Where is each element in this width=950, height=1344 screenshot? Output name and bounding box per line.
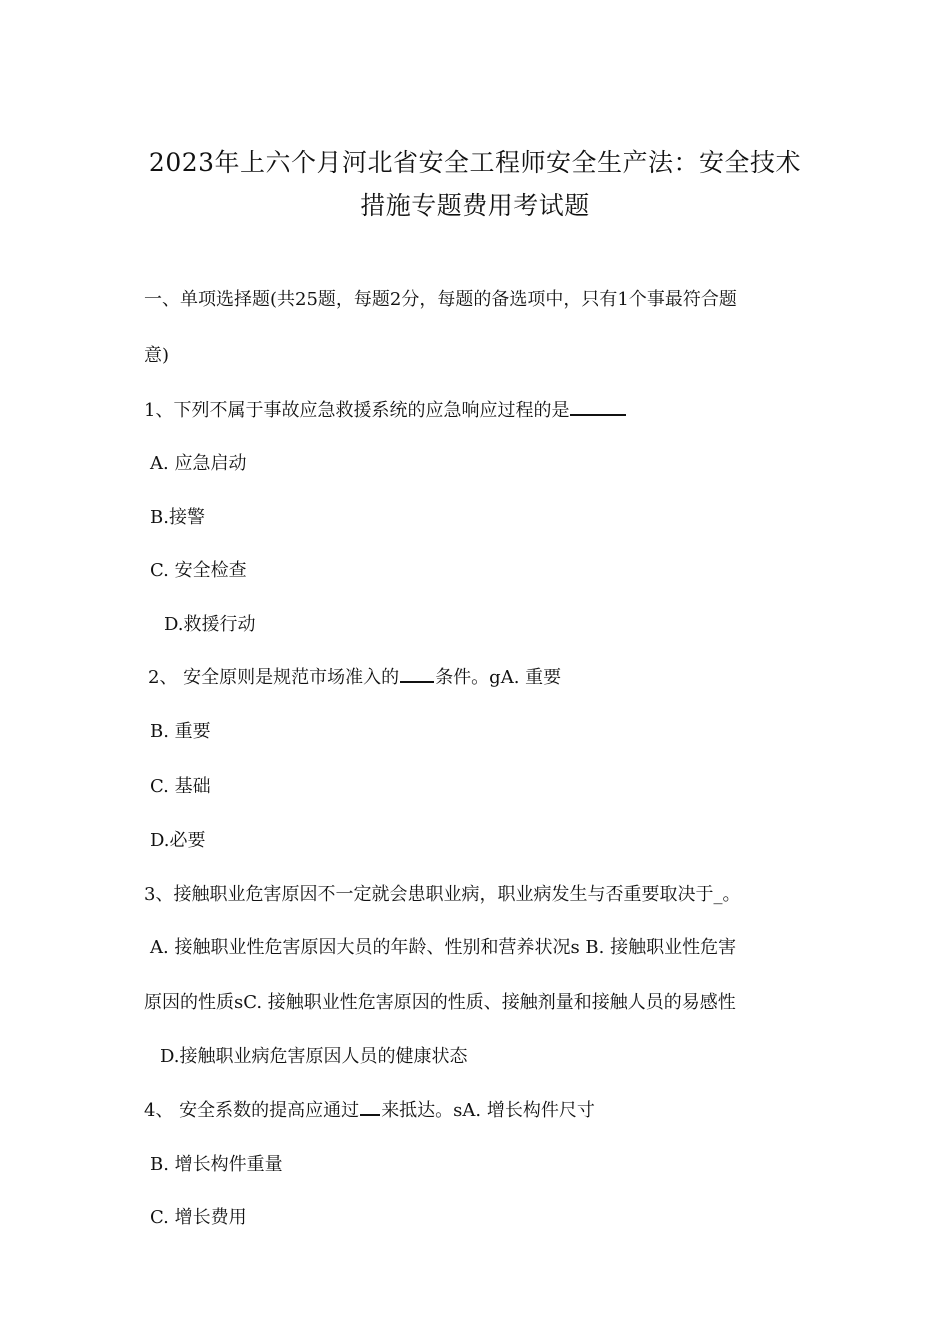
answer-blank: [360, 1096, 380, 1116]
question-1-option-d: D.救援行动: [164, 614, 256, 635]
question-3-options-line-1: A. 接触职业性危害原因大员的年龄、性别和营养状况s B. 接触职业性危害: [150, 937, 737, 958]
question-2-option-c: C. 基础: [150, 776, 211, 797]
answer-blank: [400, 663, 434, 683]
question-1-text: 1、下列不属于事故应急救援系统的应急响应过程的是: [144, 400, 570, 421]
question-3-option-d: D.接触职业病危害原因人员的健康状态: [160, 1046, 468, 1067]
question-1-option-c: C. 安全检查: [150, 560, 247, 581]
question-4-option-c: C. 增长费用: [150, 1207, 247, 1228]
question-1-option-b: B.接警: [150, 507, 205, 528]
question-1-stem: [144, 396, 627, 422]
question-2-option-d: D.必要: [150, 830, 206, 851]
question-4-stem: [144, 1096, 595, 1122]
answer-blank: [570, 396, 626, 416]
document-title-line-1: 2023年上六个月河北省安全工程师安全生产法：安全技术: [148, 148, 802, 177]
question-1-option-a: A. 应急启动: [150, 453, 247, 474]
question-4-option-b: B. 增长构件重量: [150, 1154, 283, 1175]
question-2-text-before: 2、 安全原则是规范市场准入的: [148, 667, 400, 688]
question-3-options-line-2: 原因的性质sC. 接触职业性危害原因的性质、接触剂量和接触人员的易感性: [144, 992, 736, 1013]
question-2-option-b: B. 重要: [150, 721, 211, 742]
question-4-text-after: 来抵达。sA. 增长构件尺寸: [381, 1100, 595, 1121]
question-3-stem: 3、接触职业危害原因不一定就会患职业病，职业病发生与否重要取决于_。: [144, 884, 741, 905]
section-heading-line-1: 一、单项选择题(共25题，每题2分，每题的备选项中，只有1个事最符合题: [144, 289, 737, 310]
question-2-text-after: 条件。gA. 重要: [435, 667, 562, 688]
question-4-text-before: 4、 安全系数的提高应通过: [144, 1100, 360, 1121]
document-title-line-2: 措施专题费用考试题: [360, 191, 590, 220]
section-heading-line-2: 意): [144, 345, 170, 366]
question-2-stem: [148, 663, 561, 689]
